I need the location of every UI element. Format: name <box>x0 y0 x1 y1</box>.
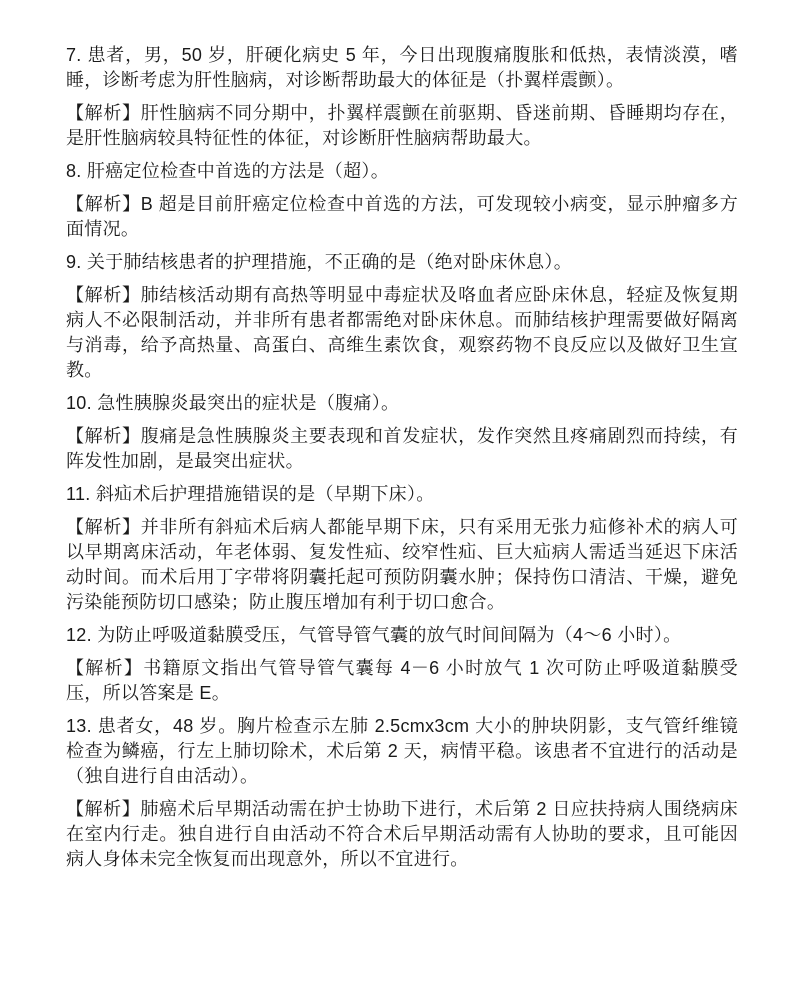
question-10: 10. 急性胰腺炎最突出的症状是（腹痛）。 <box>66 393 400 413</box>
question-11: 11. 斜疝术后护理措施错误的是（早期下床）。 <box>66 484 435 504</box>
question-13: 13. 患者女，48 岁。胸片检查示左肺 2.5cmx3cm 大小的肿块阴影，支气管纤维镜检查为鳞癌，行左上肺切除术，术后第 2 天，病情平稳。该患者不宜进行的活动是（独自进行自由活动）。 <box>66 716 738 786</box>
analysis-10: 【解析】腹痛是急性胰腺炎主要表现和首发症状，发作突然且疼痛剧烈而持续，有阵发性加剧，是最突出症状。 <box>66 426 738 471</box>
analysis-7: 【解析】肝性脑病不同分期中，扑翼样震颤在前驱期、昏迷前期、昏睡期均存在，是肝性脑病较具特征性的体征，对诊断肝性脑病帮助最大。 <box>66 103 738 148</box>
analysis-8: 【解析】B 超是目前肝癌定位检查中首选的方法，可发现较小病变，显示肿瘤多方面情况。 <box>66 194 738 239</box>
analysis-12: 【解析】书籍原文指出气管导管气囊每 4－6 小时放气 1 次可防止呼吸道黏膜受压，所以答案是 E。 <box>66 658 738 703</box>
question-12: 12. 为防止呼吸道黏膜受压，气管导管气囊的放气时间间隔为（4～6 小时）。 <box>66 625 682 645</box>
question-9: 9. 关于肺结核患者的护理措施，不正确的是（绝对卧床休息）。 <box>66 252 573 272</box>
analysis-11: 【解析】并非所有斜疝术后病人都能早期下床，只有采用无张力疝修补术的病人可以早期离床活动，年老体弱、复发性疝、绞窄性疝、巨大疝病人需适当延迟下床活动时间。而术后用丁字带将阴囊托起可预防阴囊水肿；保持伤口清洁、干燥，避免污染能预防切口感染；防止腹压增加有利于切口愈合。 <box>66 517 738 612</box>
question-8: 8. 肝癌定位检查中首选的方法是（超）。 <box>66 161 390 181</box>
analysis-9: 【解析】肺结核活动期有高热等明显中毒症状及咯血者应卧床休息，轻症及恢复期病人不必限制活动，并非所有患者都需绝对卧床休息。而肺结核护理需要做好隔离与消毒，给予高热量、高蛋白、高维生素饮食，观察药物不良反应以及做好卫生宣教。 <box>66 285 738 380</box>
analysis-13: 【解析】肺癌术后早期活动需在护士协助下进行，术后第 2 日应扶持病人围绕病床在室内行走。独自进行自由活动不符合术后早期活动需有人协助的要求，且可能因病人身体未完全恢复而出现意外，所以不宜进行。 <box>66 799 738 869</box>
question-7: 7. 患者，男，50 岁，肝硬化病史 5 年，今日出现腹痛腹胀和低热，表情淡漠，嗜睡，诊断考虑为肝性脑病，对诊断帮助最大的体征是（扑翼样震颤）。 <box>66 45 738 90</box>
